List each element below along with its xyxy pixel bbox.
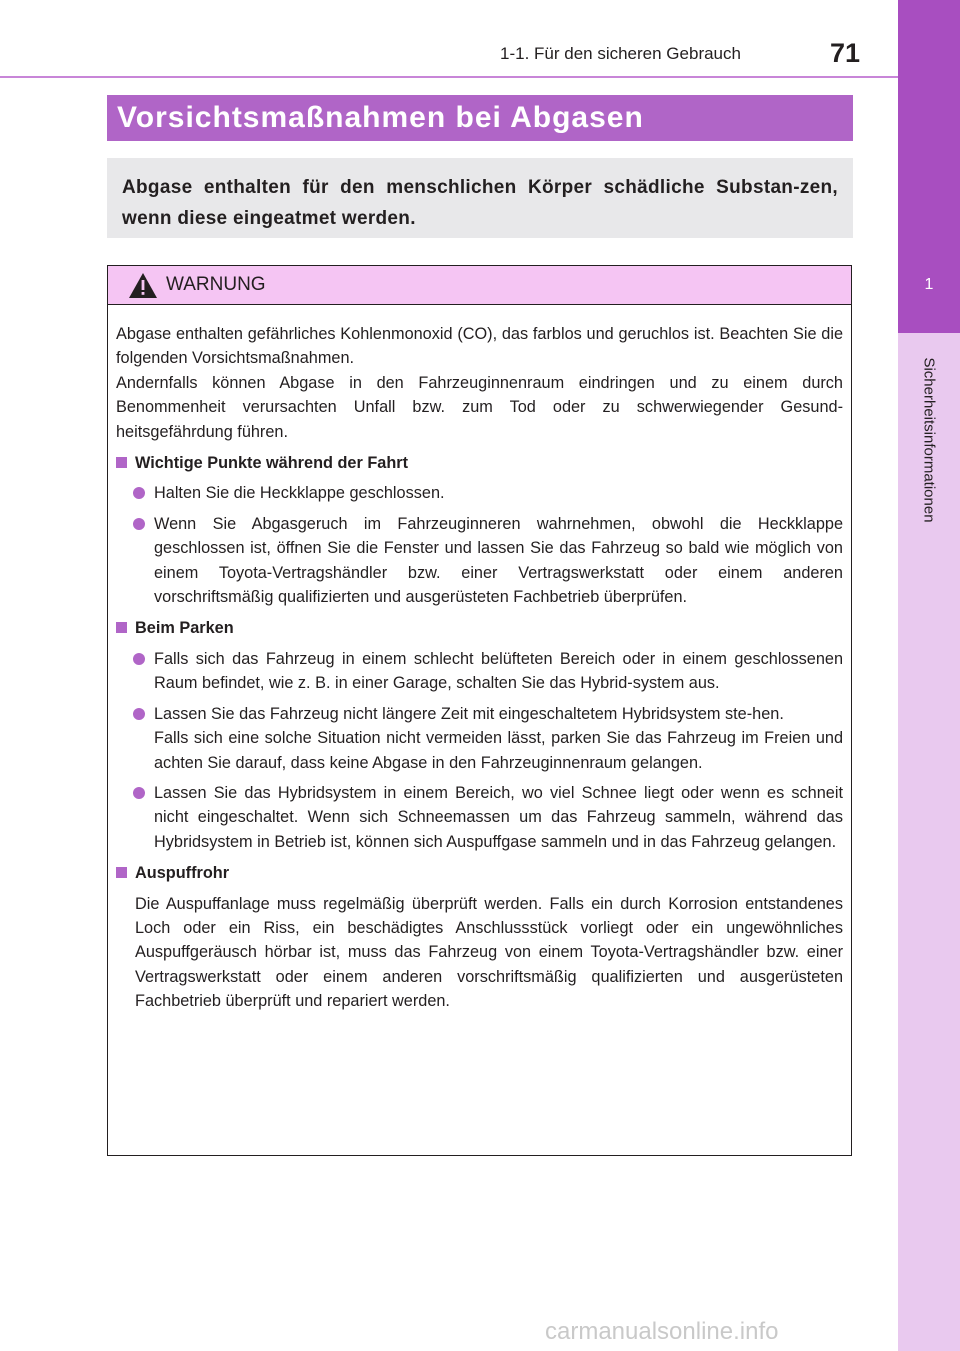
warning-triangle-icon: [128, 272, 158, 299]
warning-box: [107, 265, 852, 1156]
section-text: Die Auspuffanlage muss regelmäßig überprüft werden. Falls ein durch Korrosion entstandenes Loch oder ein Riss, ein beschädigtes Anschlussstück vorliegt oder ein ungewöhnliches Auspuffgeräusch hörbar ist, muss das Fahrzeug von einem Toyota-Vertragshändler bzw. einer Vertragswerkstatt oder einem anderen vorschriftsmäßig qualifizierten und ausgerüsteten Fachbetrieb überprüft und repariert werden.: [135, 894, 843, 1011]
header-divider: [0, 76, 898, 78]
list-item-text: Falls sich das Fahrzeug in einem schlecht belüfteten Bereich oder in einem geschlossenen Raum befindet, wie z. B. in einer Garage, schalten Sie das Hybrid-system aus.: [154, 649, 843, 693]
section-heading: [116, 861, 843, 885]
list-item-text: Wenn Sie Abgasgeruch im Fahrzeuginneren wahrnehmen, obwohl die Heckklappe geschlossen ist, öffnen Sie die Fenster und lassen Sie das Fahrzeug so bald wie möglich von einem Toyota-Vertragshändler bzw. einer Vertragswerkstatt oder einem anderen vorschriftsmäßig qualifizierten und ausgerüsteten Fachbetrieb überprüfen.: [154, 514, 843, 607]
page-number: 71: [830, 38, 861, 68]
watermark: carmanualsonline.info: [545, 1318, 779, 1345]
round-bullet-icon: [133, 653, 145, 665]
warning-label: WARNUNG: [166, 274, 266, 295]
side-tab-chapter-number: 1: [924, 276, 934, 293]
section-heading-text: Beim Parken: [135, 619, 234, 638]
section-heading: [116, 451, 843, 475]
header-section-title: 1-1. Für den sicheren Gebrauch: [500, 44, 741, 63]
list-item-text: Lassen Sie das Hybridsystem in einem Bereich, wo viel Schnee liegt oder wenn es schneit nicht eingeschaltet. Wenn sich Schneemassen um das Fahrzeug sammeln, während das Hybridsystem in Betrieb ist, können sich Auspuffgase sammeln und in das Fahrzeug gelangen.: [154, 783, 843, 851]
square-bullet-icon: [116, 457, 127, 468]
list-item: [116, 512, 843, 610]
section-heading-text: Wichtige Punkte während der Fahrt: [135, 454, 409, 473]
intro-text: Abgase enthalten für den menschlichen Körper schädliche Substan-zen, wenn diese eingeatmet werden.: [122, 177, 838, 229]
round-bullet-icon: [133, 487, 145, 499]
side-tab-label: Sicherheitsinformationen: [920, 357, 938, 523]
intro-box: [107, 158, 853, 238]
square-bullet-icon: [116, 867, 127, 878]
warning-paragraph: Andernfalls können Abgase in den Fahrzeuginnenraum eindringen und zu einem durch Benommenheit verursachten Unfall bzw. zum Tod oder zu schwerwiegender Gesund-heitsgefährdung führen.: [116, 373, 843, 441]
square-bullet-icon: [116, 622, 127, 633]
list-item-text: Falls sich eine solche Situation nicht vermeiden lässt, parken Sie das Fahrzeug im Freien und achten Sie darauf, dass keine Abgase in den Fahrzeuginnenraum gelangen.: [154, 729, 843, 772]
warning-body: [116, 322, 843, 1014]
list-item: [116, 647, 843, 696]
warning-paragraph: Abgase enthalten gefährliches Kohlenmonoxid (CO), das farblos und geruchlos ist. Beachten Sie die folgenden Vorsichtsmaßnahmen.: [116, 325, 843, 368]
round-bullet-icon: [133, 787, 145, 799]
round-bullet-icon: [133, 518, 145, 530]
list-item: [116, 481, 843, 505]
list-item: [116, 781, 843, 854]
page-title: Vorsichtsmaßnahmen bei Abgasen: [117, 101, 644, 134]
round-bullet-icon: [133, 708, 145, 720]
list-item: [116, 702, 843, 775]
warning-header: [108, 266, 851, 305]
title-bar: [107, 95, 853, 141]
section-heading: [116, 616, 843, 640]
section-heading-text: Auspuffrohr: [135, 864, 230, 883]
list-item-text: Halten Sie die Heckklappe geschlossen.: [154, 484, 445, 503]
list-item-text: Lassen Sie das Fahrzeug nicht längere Zeit mit eingeschaltetem Hybridsystem ste-hen.: [154, 704, 784, 723]
